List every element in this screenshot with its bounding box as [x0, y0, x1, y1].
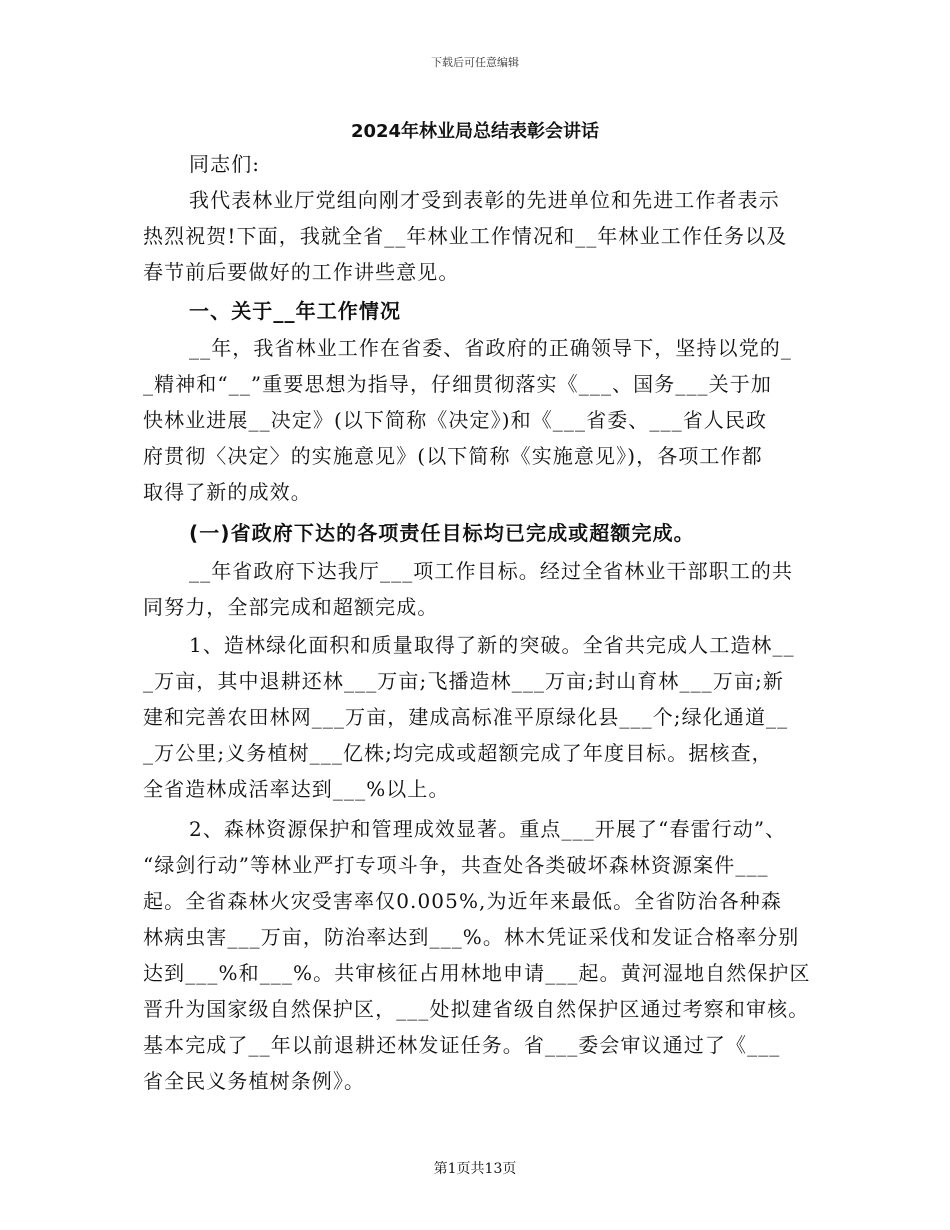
section-heading: 一、关于__年工作情况: [189, 299, 402, 323]
paragraph-line: 起。全省森林火灾受害率仅0.005%,为近年来最低。全省防治各种森: [143, 889, 782, 913]
page-number: 第1页共13页: [433, 1161, 517, 1177]
paragraph-line: __年，我省林业工作在省委、省政府的正确领导下，坚持以党的_: [189, 336, 792, 360]
paragraph-line: 省全民义务植树条例》。: [143, 1069, 366, 1093]
paragraph-line: 快林业进展__决定》(以下简称《决定》)和《___省委、___省人民政: [143, 408, 768, 432]
paragraph-line: 取得了新的成效。: [143, 480, 312, 504]
paragraph-line: 达到___%和___%。共审核征占用林地申请___起。黄河湿地自然保护区: [143, 961, 811, 985]
paragraph-line: 热烈祝贺!下面，我就全省__年林业工作情况和__年林业工作任务以及: [143, 224, 788, 248]
paragraph-line: _万亩，其中退耕还林___万亩;飞播造林___万亩;封山育林___万亩;新: [143, 669, 784, 693]
paragraph-line: 春节前后要做好的工作讲些意见。: [143, 260, 460, 284]
paragraph-line: 府贯彻〈决定〉的实施意见》(以下简称《实施意见》)，各项工作都: [143, 444, 763, 468]
paragraph-line: _精神和“__”重要思想为指导，仔细贯彻落实《___、国务___关于加: [143, 372, 772, 396]
paragraph-line: 1、造林绿化面积和质量取得了新的突破。全省共完成人工造林__: [189, 633, 795, 657]
paragraph-line: 林病虫害___万亩，防治率达到___%。林木凭证采伐和发证合格率分别: [143, 925, 800, 949]
paragraph-line: 全省造林成活率达到___%以上。: [143, 777, 450, 801]
header-note: 下载后可任意编辑: [431, 56, 519, 69]
paragraph-line: 建和完善农田林网___万亩，建成高标准平原绿化县___个;绿化通道__: [143, 705, 789, 729]
paragraph-line: 2、森林资源保护和管理成效显著。重点___开展了“春雷行动”、: [189, 817, 787, 841]
salutation: 同志们:: [189, 152, 261, 176]
paragraph-line: 基本完成了__年以前退耕还林发证任务。省___委会审议通过了《___: [143, 1033, 781, 1057]
paragraph-line: 晋升为国家级自然保护区，___处拟建省级自然保护区通过考察和审核。: [143, 997, 810, 1021]
paragraph-line: “绿剑行动”等林业严打专项斗争，共查处各类破坏森林资源案件___: [143, 853, 769, 877]
subsection-heading: (一)省政府下达的各项责任目标均已完成或超额完成。: [189, 521, 695, 545]
document-title: 2024年林业局总结表彰会讲话: [350, 121, 600, 142]
paragraph-line: _万公里;义务植树___亿株;均完成或超额完成了年度目标。据核查，: [143, 741, 773, 765]
paragraph-line: 同努力，全部完成和超额完成。: [143, 595, 439, 619]
paragraph-line: __年省政府下达我厅___项工作目标。经过全省林业干部职工的共: [189, 559, 794, 583]
paragraph-line: 我代表林业厅党组向刚才受到表彰的先进单位和先进工作者表示: [189, 188, 780, 212]
